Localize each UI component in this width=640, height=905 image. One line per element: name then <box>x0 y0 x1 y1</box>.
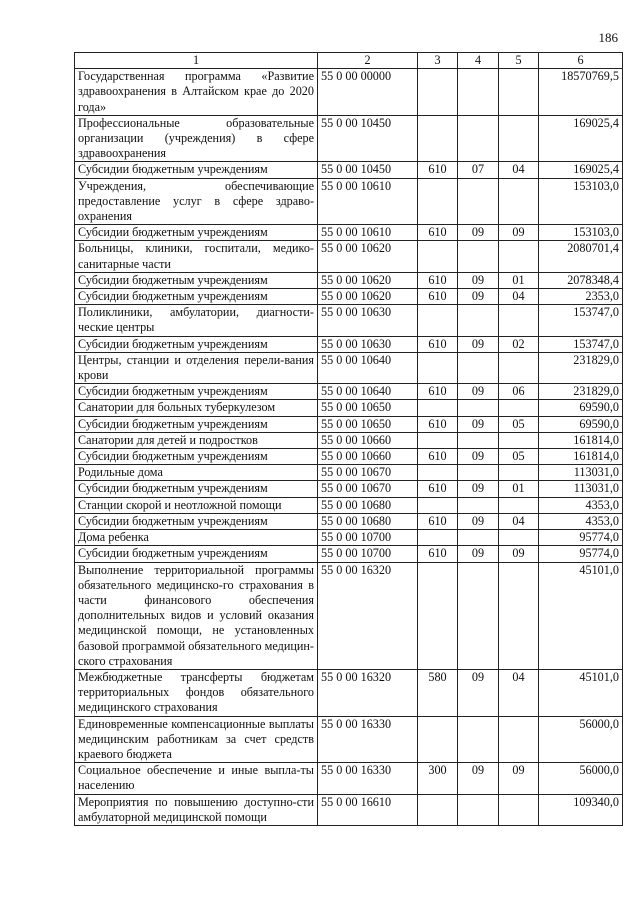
expense-type-cell: 610 <box>418 272 458 288</box>
target-article-cell: 55 0 00 10630 <box>318 305 418 336</box>
amount-cell: 113031,0 <box>539 481 623 497</box>
section-cell <box>458 241 499 272</box>
table-row <box>75 162 623 178</box>
table-row <box>75 562 623 669</box>
target-article-cell: 55 0 00 16330 <box>318 763 418 794</box>
target-article-cell: 55 0 00 16320 <box>318 562 418 669</box>
subsection-cell: 01 <box>499 272 539 288</box>
subsection-cell <box>499 530 539 546</box>
subsection-cell: 06 <box>499 384 539 400</box>
subsection-cell: 01 <box>499 481 539 497</box>
expense-type-cell <box>418 115 458 162</box>
subsection-cell: 04 <box>499 513 539 529</box>
amount-cell: 161814,0 <box>539 449 623 465</box>
expense-type-cell <box>418 497 458 513</box>
expense-type-cell: 610 <box>418 449 458 465</box>
section-cell: 09 <box>458 336 499 352</box>
table-row <box>75 669 623 716</box>
subsection-cell: 09 <box>499 225 539 241</box>
budget-table <box>74 52 623 826</box>
target-article-cell: 55 0 00 10680 <box>318 497 418 513</box>
amount-cell: 4353,0 <box>539 497 623 513</box>
subsection-cell <box>499 305 539 336</box>
section-cell <box>458 562 499 669</box>
row-name-cell: Больницы, клиники, госпитали, медико-санитарные части <box>75 241 318 272</box>
amount-cell: 2353,0 <box>539 289 623 305</box>
amount-cell: 2078348,4 <box>539 272 623 288</box>
amount-cell: 153103,0 <box>539 225 623 241</box>
amount-cell: 45101,0 <box>539 562 623 669</box>
target-article-cell: 55 0 00 10670 <box>318 465 418 481</box>
column-header: 1 <box>75 53 318 69</box>
row-name-cell: Субсидии бюджетным учреждениям <box>75 546 318 562</box>
amount-cell: 109340,0 <box>539 794 623 825</box>
subsection-cell <box>499 465 539 481</box>
subsection-cell <box>499 794 539 825</box>
row-name-cell: Субсидии бюджетным учреждениям <box>75 416 318 432</box>
section-cell <box>458 794 499 825</box>
row-name-cell: Социальное обеспечение и иные выпла-ты населению <box>75 763 318 794</box>
expense-type-cell <box>418 716 458 763</box>
amount-cell: 169025,4 <box>539 162 623 178</box>
column-header: 3 <box>418 53 458 69</box>
table-row <box>75 530 623 546</box>
amount-cell: 18570769,5 <box>539 69 623 116</box>
row-name-cell: Субсидии бюджетным учреждениям <box>75 289 318 305</box>
amount-cell: 161814,0 <box>539 432 623 448</box>
table-row <box>75 400 623 416</box>
row-name-cell: Поликлиники, амбулатории, диагности-ческие центры <box>75 305 318 336</box>
subsection-cell <box>499 716 539 763</box>
expense-type-cell: 610 <box>418 513 458 529</box>
table-row <box>75 289 623 305</box>
section-cell <box>458 178 499 225</box>
amount-cell: 69590,0 <box>539 400 623 416</box>
row-name-cell: Субсидии бюджетным учреждениям <box>75 336 318 352</box>
section-cell: 09 <box>458 416 499 432</box>
section-cell: 09 <box>458 225 499 241</box>
table-row <box>75 465 623 481</box>
table-row <box>75 432 623 448</box>
subsection-cell <box>499 241 539 272</box>
section-cell: 09 <box>458 763 499 794</box>
amount-cell: 4353,0 <box>539 513 623 529</box>
table-row <box>75 352 623 383</box>
table-row <box>75 513 623 529</box>
section-cell <box>458 716 499 763</box>
section-cell: 09 <box>458 449 499 465</box>
target-article-cell: 55 0 00 10610 <box>318 178 418 225</box>
expense-type-cell <box>418 794 458 825</box>
row-name-cell: Единовременные компенсационные выплаты медицинским работникам за счет средств краевого бюджета <box>75 716 318 763</box>
subsection-cell <box>499 400 539 416</box>
subsection-cell: 04 <box>499 289 539 305</box>
column-header: 2 <box>318 53 418 69</box>
subsection-cell <box>499 497 539 513</box>
target-article-cell: 55 0 00 10680 <box>318 513 418 529</box>
row-name-cell: Учреждения, обеспечивающие предоставление услуг в сфере здраво-охранения <box>75 178 318 225</box>
subsection-cell: 05 <box>499 449 539 465</box>
subsection-cell <box>499 178 539 225</box>
subsection-cell: 09 <box>499 546 539 562</box>
column-header: 4 <box>458 53 499 69</box>
table-header-row <box>75 53 623 69</box>
subsection-cell <box>499 562 539 669</box>
row-name-cell: Субсидии бюджетным учреждениям <box>75 449 318 465</box>
section-cell <box>458 465 499 481</box>
table-row <box>75 716 623 763</box>
expense-type-cell <box>418 178 458 225</box>
subsection-cell: 04 <box>499 669 539 716</box>
target-article-cell: 55 0 00 10630 <box>318 336 418 352</box>
amount-cell: 153103,0 <box>539 178 623 225</box>
row-name-cell: Выполнение территориальной программы обязательного медицинско-го страхования в части финансового обеспечения дополнительных видов и условий оказания медицинской помощи, не установленных базовой программой обязательного медицин-ского страхования <box>75 562 318 669</box>
table-row <box>75 115 623 162</box>
expense-type-cell: 610 <box>418 289 458 305</box>
row-name-cell: Профессиональные образовательные организации (учреждения) в сфере здравоохранения <box>75 115 318 162</box>
section-cell: 09 <box>458 546 499 562</box>
expense-type-cell <box>418 400 458 416</box>
target-article-cell: 55 0 00 10620 <box>318 289 418 305</box>
table-row <box>75 178 623 225</box>
table-row <box>75 416 623 432</box>
row-name-cell: Центры, станции и отделения перели-вания крови <box>75 352 318 383</box>
amount-cell: 95774,0 <box>539 546 623 562</box>
page-number: 186 <box>598 30 618 45</box>
target-article-cell: 55 0 00 10650 <box>318 400 418 416</box>
target-article-cell: 55 0 00 10700 <box>318 530 418 546</box>
expense-type-cell <box>418 241 458 272</box>
table-row <box>75 336 623 352</box>
expense-type-cell <box>418 562 458 669</box>
subsection-cell <box>499 69 539 116</box>
target-article-cell: 55 0 00 16320 <box>318 669 418 716</box>
target-article-cell: 55 0 00 10620 <box>318 241 418 272</box>
section-cell <box>458 530 499 546</box>
target-article-cell: 55 0 00 16330 <box>318 716 418 763</box>
expense-type-cell <box>418 465 458 481</box>
table-row <box>75 449 623 465</box>
expense-type-cell <box>418 432 458 448</box>
target-article-cell: 55 0 00 10650 <box>318 416 418 432</box>
amount-cell: 56000,0 <box>539 716 623 763</box>
section-cell <box>458 352 499 383</box>
amount-cell: 56000,0 <box>539 763 623 794</box>
target-article-cell: 55 0 00 10620 <box>318 272 418 288</box>
amount-cell: 169025,4 <box>539 115 623 162</box>
target-article-cell: 55 0 00 10610 <box>318 225 418 241</box>
expense-type-cell <box>418 305 458 336</box>
row-name-cell: Дома ребенка <box>75 530 318 546</box>
row-name-cell: Субсидии бюджетным учреждениям <box>75 272 318 288</box>
amount-cell: 2080701,4 <box>539 241 623 272</box>
section-cell: 07 <box>458 162 499 178</box>
expense-type-cell: 610 <box>418 162 458 178</box>
section-cell <box>458 305 499 336</box>
row-name-cell: Межбюджетные трансферты бюджетам территориальных фондов обязательного медицинского страхования <box>75 669 318 716</box>
row-name-cell: Субсидии бюджетным учреждениям <box>75 481 318 497</box>
expense-type-cell: 610 <box>418 225 458 241</box>
row-name-cell: Мероприятия по повышению доступно-сти амбулаторной медицинской помощи <box>75 794 318 825</box>
section-cell: 09 <box>458 481 499 497</box>
table-row <box>75 305 623 336</box>
table-row <box>75 497 623 513</box>
target-article-cell: 55 0 00 10660 <box>318 432 418 448</box>
row-name-cell: Субсидии бюджетным учреждениям <box>75 384 318 400</box>
section-cell <box>458 400 499 416</box>
section-cell: 09 <box>458 384 499 400</box>
target-article-cell: 55 0 00 10450 <box>318 162 418 178</box>
row-name-cell: Государственная программа «Развитие здравоохранения в Алтайском крае до 2020 года» <box>75 69 318 116</box>
row-name-cell: Санатории для больных туберкулезом <box>75 400 318 416</box>
amount-cell: 45101,0 <box>539 669 623 716</box>
target-article-cell: 55 0 00 10660 <box>318 449 418 465</box>
target-article-cell: 55 0 00 10450 <box>318 115 418 162</box>
amount-cell: 69590,0 <box>539 416 623 432</box>
table-row <box>75 481 623 497</box>
amount-cell: 95774,0 <box>539 530 623 546</box>
target-article-cell: 55 0 00 10670 <box>318 481 418 497</box>
subsection-cell <box>499 352 539 383</box>
target-article-cell: 55 0 00 10640 <box>318 352 418 383</box>
section-cell: 09 <box>458 669 499 716</box>
subsection-cell <box>499 115 539 162</box>
expense-type-cell: 580 <box>418 669 458 716</box>
amount-cell: 153747,0 <box>539 305 623 336</box>
target-article-cell: 55 0 00 00000 <box>318 69 418 116</box>
expense-type-cell: 610 <box>418 416 458 432</box>
amount-cell: 231829,0 <box>539 352 623 383</box>
section-cell <box>458 69 499 116</box>
target-article-cell: 55 0 00 10700 <box>318 546 418 562</box>
expense-type-cell: 300 <box>418 763 458 794</box>
subsection-cell: 05 <box>499 416 539 432</box>
row-name-cell: Субсидии бюджетным учреждениям <box>75 162 318 178</box>
subsection-cell <box>499 432 539 448</box>
table-row <box>75 241 623 272</box>
subsection-cell: 09 <box>499 763 539 794</box>
section-cell <box>458 497 499 513</box>
amount-cell: 231829,0 <box>539 384 623 400</box>
target-article-cell: 55 0 00 10640 <box>318 384 418 400</box>
row-name-cell: Станции скорой и неотложной помощи <box>75 497 318 513</box>
section-cell <box>458 115 499 162</box>
table-row <box>75 763 623 794</box>
subsection-cell: 02 <box>499 336 539 352</box>
table-row <box>75 225 623 241</box>
expense-type-cell: 610 <box>418 384 458 400</box>
column-header: 6 <box>539 53 623 69</box>
section-cell <box>458 432 499 448</box>
expense-type-cell <box>418 352 458 383</box>
row-name-cell: Субсидии бюджетным учреждениям <box>75 225 318 241</box>
amount-cell: 113031,0 <box>539 465 623 481</box>
row-name-cell: Родильные дома <box>75 465 318 481</box>
subsection-cell: 04 <box>499 162 539 178</box>
column-header: 5 <box>499 53 539 69</box>
row-name-cell: Санатории для детей и подростков <box>75 432 318 448</box>
amount-cell: 153747,0 <box>539 336 623 352</box>
row-name-cell: Субсидии бюджетным учреждениям <box>75 513 318 529</box>
table-row <box>75 546 623 562</box>
expense-type-cell: 610 <box>418 336 458 352</box>
expense-type-cell <box>418 530 458 546</box>
section-cell: 09 <box>458 289 499 305</box>
table-row <box>75 272 623 288</box>
table-row <box>75 384 623 400</box>
expense-type-cell <box>418 69 458 116</box>
section-cell: 09 <box>458 513 499 529</box>
table-row <box>75 794 623 825</box>
target-article-cell: 55 0 00 16610 <box>318 794 418 825</box>
expense-type-cell: 610 <box>418 481 458 497</box>
section-cell: 09 <box>458 272 499 288</box>
expense-type-cell: 610 <box>418 546 458 562</box>
table-row <box>75 69 623 116</box>
